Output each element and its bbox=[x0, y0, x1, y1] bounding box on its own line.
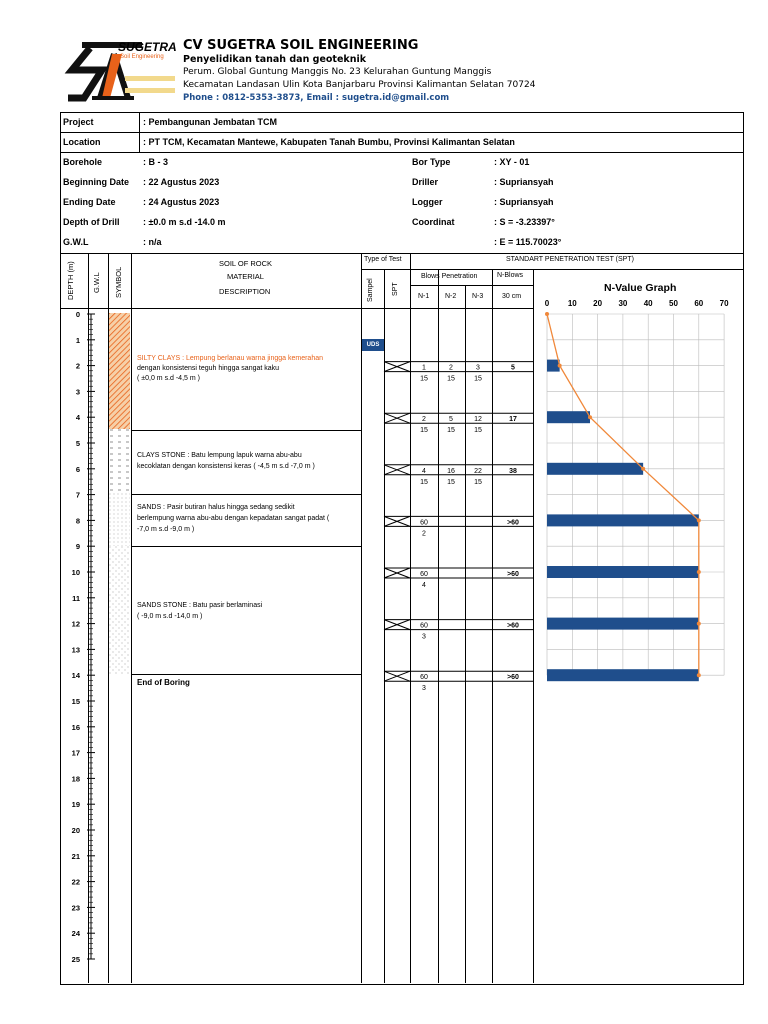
spt-penetration-p2: 15 bbox=[447, 427, 455, 435]
depth-label: Depth of Drill bbox=[63, 217, 120, 227]
spt-value-n3: 22 bbox=[474, 467, 482, 475]
company-tagline: Penyelidikan tanah dan geoteknik bbox=[183, 54, 367, 65]
spt-penetration-p3: 15 bbox=[474, 375, 482, 383]
depth-tick-label: 23 bbox=[71, 903, 80, 913]
spt-value-n1: 1 bbox=[422, 364, 426, 372]
depth-value: : ±0.0 m s.d -14.0 m bbox=[143, 217, 226, 227]
spt-value-n1: 4 bbox=[422, 467, 426, 475]
spt-value-n3: 12 bbox=[474, 416, 482, 424]
company-name: CV SUGETRA SOIL ENGINEERING bbox=[183, 38, 419, 53]
depth-tick-label: 9 bbox=[75, 542, 80, 552]
depth-tick-label: 11 bbox=[72, 593, 80, 603]
layer-3-line-1: SANDS : Pasir butiran halus hingga sedang sedikit bbox=[137, 504, 295, 511]
n-value-bar bbox=[547, 566, 699, 578]
n-value-point bbox=[545, 312, 549, 316]
col-nblows: N-Blows bbox=[497, 272, 524, 279]
spt-penetration-p1: 15 bbox=[420, 427, 428, 435]
bortype-value: : XY - 01 bbox=[494, 157, 530, 167]
begin-label: Beginning Date bbox=[63, 177, 130, 187]
layer-1-line-1: SILTY CLAYS : Lempung berlanau warna jingga kemerahan bbox=[137, 355, 324, 362]
spt-penetration-p1: 15 bbox=[420, 478, 428, 486]
company-address-2: Kecamatan Landasan Ulin Kota Banjarbaru Provinsi Kalimantan Selatan 70724 bbox=[183, 80, 536, 90]
depth-tick-label: 5 bbox=[75, 439, 80, 448]
depth-tick-label: 18 bbox=[71, 774, 80, 784]
logo-text: SUGETRA bbox=[118, 40, 177, 54]
logger-label: Logger bbox=[412, 197, 443, 207]
depth-tick-label: 25 bbox=[71, 955, 80, 964]
depth-tick-label: 20 bbox=[71, 826, 80, 835]
col-gwl: G.W.L bbox=[92, 272, 101, 293]
location-value: : PT TCM, Kecamatan Mantewe, Kabupaten Tanah Bumbu, Provinsi Kalimantan Selatan bbox=[143, 137, 515, 147]
gwl-value: : n/a bbox=[143, 237, 162, 247]
n-value-bar bbox=[547, 618, 699, 630]
x-tick-label: 20 bbox=[593, 299, 603, 308]
end-label: Ending Date bbox=[63, 197, 116, 207]
spt-value-n: 5 bbox=[511, 364, 515, 372]
n-value-bar bbox=[547, 514, 699, 526]
spt-value-n: >60 bbox=[507, 571, 519, 578]
col-soil-2: MATERIAL bbox=[227, 272, 264, 281]
coord-label: Coordinat bbox=[412, 217, 455, 227]
col-30cm: 30 cm bbox=[502, 293, 522, 300]
col-n3: N-3 bbox=[472, 293, 484, 300]
driller-value: : Supriansyah bbox=[494, 177, 554, 187]
x-tick-label: 60 bbox=[694, 299, 704, 308]
driller-label: Driller bbox=[412, 177, 439, 187]
begin-value: : 22 Agustus 2023 bbox=[143, 177, 220, 187]
n-value-point bbox=[697, 673, 701, 677]
spt-title: STANDART PENETRATION TEST (SPT) bbox=[506, 256, 634, 263]
col-depth: DEPTH (m) bbox=[66, 261, 75, 300]
layer-1-line-2: dengan konsistensi teguh hingga sangat kaku bbox=[137, 365, 280, 372]
depth-tick-label: 14 bbox=[71, 671, 80, 681]
depth-tick-label: 7 bbox=[75, 490, 80, 500]
spt-penetration-p3: 15 bbox=[474, 427, 482, 435]
company-address-1: Perum. Global Guntung Manggis No. 23 Kelurahan Guntung Manggis bbox=[183, 67, 492, 77]
depth-tick-label: 2 bbox=[75, 361, 80, 371]
depth-tick-label: 10 bbox=[71, 568, 80, 577]
depth-tick-label: 22 bbox=[71, 877, 80, 887]
n-value-point bbox=[697, 518, 701, 522]
col-type-test: Type of Test bbox=[364, 256, 402, 263]
depth-tick-label: 4 bbox=[75, 413, 80, 423]
depth-tick-label: 6 bbox=[75, 464, 80, 474]
spt-value-n3: 3 bbox=[476, 364, 480, 372]
layer-3-line-3: -7,0 m s.d -9,0 m ) bbox=[137, 526, 195, 533]
n-value-bar bbox=[547, 411, 590, 423]
chart-title: N-Value Graph bbox=[604, 282, 677, 294]
spt-penetration-p1: 15 bbox=[420, 375, 428, 383]
n-value-point bbox=[588, 415, 592, 419]
n-value-chart bbox=[534, 292, 742, 692]
col-n1: N-1 bbox=[418, 293, 430, 300]
project-label: Project bbox=[63, 117, 94, 127]
borehole-label: Borehole bbox=[63, 157, 103, 167]
logger-value: : Supriansyah bbox=[494, 197, 554, 207]
spt-value-n1: 60 bbox=[420, 622, 428, 630]
col-symbol: SYMBOL bbox=[114, 266, 123, 298]
depth-tick-label: 12 bbox=[71, 619, 80, 629]
layer-2-line-2: kecoklatan dengan konsistensi keras ( -4,5 m s.d -7,0 m ) bbox=[137, 463, 315, 470]
depth-tick-label: 8 bbox=[75, 516, 80, 526]
depth-tick-label: 0 bbox=[75, 310, 80, 319]
depth-axis bbox=[60, 308, 109, 968]
spt-value-n1: 2 bbox=[422, 416, 426, 424]
depth-tick-label: 24 bbox=[71, 929, 80, 939]
gwl-label: G.W.L bbox=[63, 237, 89, 247]
n-value-bar bbox=[547, 463, 643, 475]
spt-penetration-p1: 3 bbox=[422, 633, 426, 641]
logo-subtext: Soil Engineering bbox=[120, 54, 164, 60]
coord-e: : E = 115.70023° bbox=[494, 237, 562, 247]
location-label: Location bbox=[63, 137, 101, 147]
depth-tick-label: 1 bbox=[75, 335, 80, 345]
n-value-point bbox=[697, 570, 701, 574]
layer-1-line-3: ( ±0,0 m s.d -4,5 m ) bbox=[137, 375, 200, 382]
spt-value-n1: 60 bbox=[420, 674, 428, 682]
n-value-point bbox=[641, 467, 645, 471]
uds-sample: UDS bbox=[362, 339, 384, 351]
end-of-boring: End of Boring bbox=[137, 678, 190, 687]
layer-2-line-1: CLAYS STONE : Batu lempung lapuk warna abu-abu bbox=[137, 452, 302, 459]
coord-s: : S = -3.23397° bbox=[494, 217, 555, 227]
x-tick-label: 10 bbox=[567, 299, 577, 308]
col-soil-3: DESCRIPTION bbox=[219, 287, 271, 296]
layer-3-line-2: berlempung warna abu-abu dengan kepadatan sangat padat ( bbox=[137, 515, 330, 522]
x-tick-label: 0 bbox=[544, 299, 550, 308]
spt-value-n2: 5 bbox=[449, 416, 453, 424]
col-spt: SPT bbox=[392, 282, 399, 296]
spt-penetration-p3: 15 bbox=[474, 478, 482, 486]
project-value: : Pembangunan Jembatan TCM bbox=[143, 117, 278, 127]
company-contact: Phone : 0812-5353-3873, Email : sugetra.id@gmail.com bbox=[183, 93, 450, 103]
depth-tick-label: 16 bbox=[71, 722, 80, 732]
layer-4-line-2: ( -9,0 m s.d -14,0 m ) bbox=[137, 613, 203, 620]
depth-tick-label: 17 bbox=[71, 748, 80, 758]
spt-value-n: 17 bbox=[509, 416, 517, 424]
spt-value-n1: 60 bbox=[420, 571, 428, 578]
n-value-point bbox=[697, 622, 701, 626]
depth-tick-label: 19 bbox=[71, 800, 80, 810]
spt-value-n: >60 bbox=[507, 519, 519, 527]
x-tick-label: 50 bbox=[669, 299, 678, 308]
spt-penetration-p1: 3 bbox=[422, 685, 426, 693]
spt-value-n2: 2 bbox=[449, 364, 453, 372]
col-n2: N-2 bbox=[445, 293, 457, 300]
spt-penetration-p2: 15 bbox=[447, 375, 455, 383]
depth-tick-label: 21 bbox=[71, 851, 80, 861]
x-tick-label: 40 bbox=[643, 299, 653, 308]
spt-penetration-p2: 15 bbox=[447, 478, 455, 486]
x-tick-label: 30 bbox=[618, 299, 628, 308]
borehole-value: : B - 3 bbox=[143, 157, 169, 167]
col-blows: Blows Penetration bbox=[421, 273, 478, 280]
spt-value-n: 38 bbox=[509, 467, 517, 475]
x-tick-label: 70 bbox=[719, 299, 729, 308]
spt-value-n1: 60 bbox=[420, 519, 428, 527]
n-value-bar bbox=[547, 669, 699, 681]
col-soil-1: SOIL OF ROCK bbox=[219, 259, 273, 268]
spt-value-n2: 16 bbox=[447, 467, 455, 475]
depth-tick-label: 15 bbox=[71, 697, 80, 706]
end-value: : 24 Agustus 2023 bbox=[143, 197, 220, 207]
col-sampel: Sampel bbox=[367, 278, 374, 302]
spt-value-n: >60 bbox=[507, 622, 519, 630]
spt-penetration-p1: 2 bbox=[422, 530, 426, 538]
spt-penetration-p1: 4 bbox=[422, 582, 426, 589]
bortype-label: Bor Type bbox=[412, 157, 451, 167]
depth-tick-label: 13 bbox=[71, 645, 80, 655]
layer-4-line-1: SANDS STONE : Batu pasir berlaminasi bbox=[137, 602, 263, 609]
n-value-point bbox=[558, 364, 562, 368]
depth-tick-label: 3 bbox=[75, 387, 80, 397]
spt-value-n: >60 bbox=[507, 674, 519, 682]
